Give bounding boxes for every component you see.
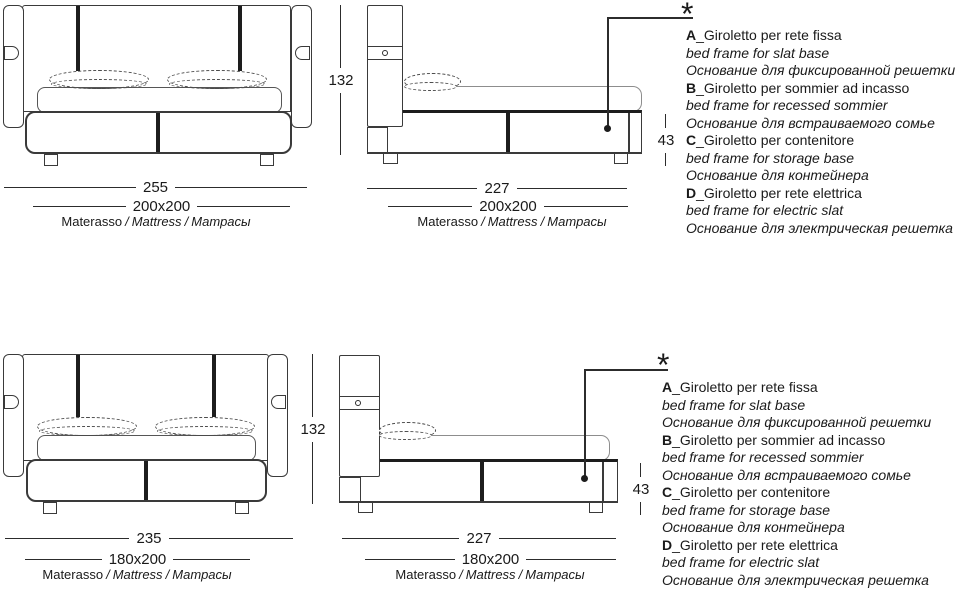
dimension-length: [367, 181, 627, 196]
headboard-side-wing: [3, 354, 24, 477]
legend-text-ru: Основание для электрическая решетка: [662, 571, 929, 588]
bed-foot: [589, 502, 603, 513]
caption-sep: /: [106, 567, 110, 582]
legend-key-sep: _: [696, 132, 704, 148]
dimension-value: 43: [657, 128, 676, 153]
callout-leader-horizontal: [584, 369, 668, 371]
headboard-support: [367, 127, 388, 153]
legend-text-en: bed frame for slat base: [686, 44, 830, 61]
headboard-strap: [238, 6, 242, 71]
legend-text-it: Giroletto per rete fissa: [679, 379, 818, 395]
legend-key: C: [686, 132, 697, 148]
bed-foot: [383, 153, 398, 164]
dimension-value: 227: [459, 530, 498, 547]
caption-ru: Матрасы: [191, 214, 251, 229]
dimension-value: 180x200: [455, 551, 527, 568]
headboard-side-panel: [339, 355, 380, 477]
caption-it: Materasso: [42, 567, 104, 582]
dimension-value: 227: [477, 180, 516, 197]
dimension-length: [342, 531, 616, 546]
caption-en: Mattress: [465, 567, 516, 582]
caption-sep: /: [125, 214, 129, 229]
legend-text-it: Giroletto per rete elettrica: [703, 184, 862, 201]
legend-key-sep: _: [672, 431, 680, 448]
caption-sep: /: [540, 214, 545, 229]
caption-en: Mattress: [112, 567, 163, 582]
mattress-side: [424, 435, 610, 461]
dimension-overall-width: [5, 531, 293, 546]
legend-key: A: [662, 379, 673, 395]
wing-handle-icon: [271, 395, 286, 409]
legend-text-ru: Основание для фиксированной решетки: [686, 62, 956, 78]
base-seam-side: [506, 113, 510, 152]
caption-it: Materasso: [395, 567, 457, 582]
dimension-base-height: [627, 463, 655, 515]
legend-key: B: [686, 79, 697, 96]
dimension-mattress-size: [25, 552, 250, 567]
bed-foot: [358, 502, 373, 513]
legend-text-it: Giroletto per contenitore: [679, 484, 831, 500]
caption-sep: /: [518, 567, 523, 582]
bed-foot: [43, 502, 57, 514]
legend-text-ru: Основание для встраиваемого сомье: [662, 466, 911, 483]
legend-text-en: bed frame for electric slat: [662, 554, 820, 570]
pillow-fold: [39, 426, 135, 436]
legend-text-en: bed frame for storage base: [662, 501, 831, 518]
caption-ru: Матрасы: [525, 567, 585, 582]
headboard-side-panel: [367, 5, 403, 127]
base-bottom-line: [339, 501, 618, 503]
legend-key: A: [686, 27, 697, 43]
caption-sep: /: [184, 214, 189, 229]
mattress-side: [448, 86, 642, 112]
legend-text-en: bed frame for storage base: [686, 149, 855, 166]
callout-dot: [581, 475, 588, 482]
legend-key-sep: _: [696, 27, 704, 43]
mattress-front: [37, 87, 282, 113]
dimension-value: 180x200: [102, 551, 174, 568]
legend-key-sep: _: [672, 536, 680, 553]
legend-key: B: [662, 431, 673, 448]
legend-bottom: [662, 379, 931, 589]
legend-key-sep: _: [672, 484, 680, 500]
dimension-height: [296, 354, 330, 504]
legend-text-en: bed frame for electric slat: [686, 202, 844, 218]
pillow-side-fold: [404, 82, 457, 91]
base-end-panel-line: [628, 113, 630, 152]
legend-text-en: bed frame for recessed sommier: [662, 449, 864, 465]
mattress-caption: [392, 214, 632, 229]
dimension-mattress-size: [388, 199, 628, 214]
headboard-side-wing: [3, 5, 24, 128]
legend-text-ru: Основание для встраиваемого сомье: [686, 114, 935, 131]
asterisk-marker: *: [681, 0, 694, 32]
legend-item-title: [686, 132, 955, 150]
asterisk-marker: *: [657, 347, 670, 383]
caption-ru: Матрасы: [547, 214, 607, 229]
legend-text-ru: Основание для контейнера: [662, 519, 845, 535]
headboard-strap: [76, 6, 80, 71]
legend-text-it: Giroletto per rete fissa: [703, 27, 842, 43]
base-seam-side: [480, 462, 484, 501]
bed-foot: [44, 154, 58, 166]
dimension-height: [324, 5, 358, 155]
dimension-mattress-size: [365, 552, 616, 567]
legend-top: [686, 27, 955, 237]
knob-icon: [355, 400, 361, 406]
headboard-side-wing: [267, 354, 288, 477]
legend-text-it: Giroletto per rete elettrica: [679, 536, 838, 553]
dimension-value: 43: [632, 477, 651, 502]
dimension-value: 132: [299, 417, 326, 442]
headboard-support: [339, 477, 361, 503]
dimension-value: 255: [136, 179, 175, 196]
legend-item-title: [662, 484, 931, 502]
mattress-front: [37, 435, 256, 461]
legend-text-en: bed frame for recessed sommier: [686, 97, 888, 113]
legend-key-sep: _: [672, 379, 680, 395]
headboard-strap: [212, 355, 216, 417]
wing-handle-icon: [4, 395, 19, 409]
bed-foot: [235, 502, 249, 514]
legend-item-title: [662, 432, 931, 450]
base-end-panel-line: [602, 462, 604, 501]
legend-text-ru: Основание для фиксированной решетки: [662, 414, 932, 430]
base-center-seam: [144, 461, 148, 500]
callout-leader-vertical: [584, 369, 586, 479]
dimension-value: 235: [129, 530, 168, 547]
legend-key: D: [686, 184, 697, 201]
callout-leader-vertical: [607, 17, 609, 129]
legend-text-ru: Основание для контейнера: [686, 167, 869, 183]
caption-en: Mattress: [131, 214, 182, 229]
mattress-caption: [17, 567, 257, 582]
dimension-value: 200x200: [126, 198, 198, 215]
pillow-fold: [51, 79, 147, 89]
caption-sep: /: [481, 214, 485, 229]
legend-text-it: Giroletto per sommier ad incasso: [679, 431, 886, 448]
dimension-base-height: [652, 114, 680, 166]
knob-icon: [382, 50, 388, 56]
caption-it: Materasso: [417, 214, 479, 229]
caption-sep: /: [459, 567, 463, 582]
headboard-side-wing: [291, 5, 312, 128]
legend-item-title: [686, 27, 955, 45]
pillow-fold: [157, 426, 253, 436]
legend-text-en: bed frame for slat base: [662, 396, 806, 413]
dimension-value: 200x200: [472, 198, 544, 215]
base-bottom-line: [367, 152, 642, 154]
dimension-mattress-size: [33, 199, 290, 214]
mattress-caption: [370, 567, 610, 582]
caption-it: Materasso: [61, 214, 123, 229]
bed-foot: [260, 154, 274, 166]
dimension-value: 132: [327, 68, 354, 93]
legend-item-title: [686, 185, 955, 203]
bed-foot: [614, 153, 628, 164]
pillow-fold: [169, 79, 265, 89]
legend-text-it: Giroletto per contenitore: [703, 132, 855, 148]
legend-key-sep: _: [696, 79, 704, 96]
caption-ru: Матрасы: [172, 567, 232, 582]
legend-key: D: [662, 536, 673, 553]
legend-item-title: [662, 537, 931, 555]
caption-sep: /: [165, 567, 170, 582]
legend-text-it: Giroletto per sommier ad incasso: [703, 79, 910, 96]
pillow-side-fold: [379, 431, 432, 440]
base-center-seam: [156, 113, 160, 152]
legend-text-ru: Основание для электрическая решетка: [686, 219, 953, 236]
mattress-caption: [26, 214, 286, 229]
legend-key: C: [662, 484, 673, 500]
legend-item-title: [686, 80, 955, 98]
wing-handle-icon: [295, 46, 310, 60]
dimension-overall-width: [4, 180, 307, 195]
headboard-strap: [76, 355, 80, 417]
legend-item-title: [662, 379, 931, 397]
caption-en: Mattress: [487, 214, 538, 229]
callout-dot: [604, 125, 611, 132]
wing-handle-icon: [4, 46, 19, 60]
legend-key-sep: _: [696, 184, 704, 201]
